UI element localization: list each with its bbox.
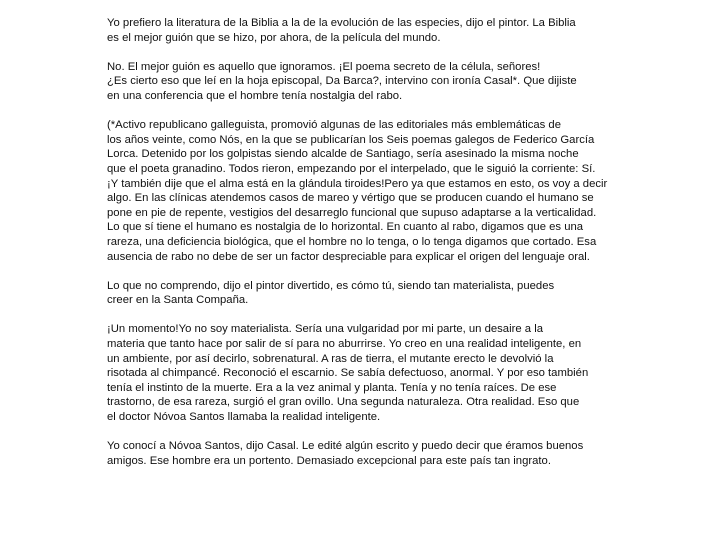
text-line: ¡Y también dije que el alma está en la glándula tiroides!Pero ya que estamos en esto, os voy a decir <box>107 177 608 190</box>
text-line: el doctor Nóvoa Santos llamaba la realidad inteligente. <box>107 411 381 424</box>
text-line: algo. En las clínicas atendemos casos de mareo y vértigo que se producen cuando el humano se <box>107 192 594 205</box>
paragraph-footnote-casal <box>107 118 707 264</box>
text-line: que el poeta granadino. Todos rieron, empezando por el interpelado, que le siguió la corriente: Sí. <box>107 162 596 175</box>
text-line: No. El mejor guión es aquello que ignoramos. ¡El poema secreto de la célula, señores! <box>107 60 541 73</box>
text-line: Lo que no comprendo, dijo el pintor divertido, es cómo tú, siendo tan materialista, puedes <box>107 279 555 292</box>
text-line: materia que tanto hace por salir de sí para no aburrirse. Yo creo en una realidad inteligente, en <box>107 338 582 351</box>
text-line: risotada al chimpancé. Reconoció el escarnio. Se sabía defectuoso, anormal. Y por eso también <box>107 367 589 380</box>
text-line: un ambiente, por así decirlo, sobrenatural. A ras de tierra, el mutante erecto le devolvió la <box>107 352 554 365</box>
paragraph-novoa-santos <box>107 439 707 468</box>
text-line: Lorca. Detenido por los golpistas siendo alcalde de Santiago, sería asesinado la misma noche <box>107 148 579 161</box>
text-line: creer en la Santa Compaña. <box>107 294 249 307</box>
paragraph-bible-literature <box>107 16 707 45</box>
paragraph-not-materialist <box>107 322 707 424</box>
text-line: Lo que sí tiene el humano es nostalgia de lo horizontal. En cuanto al rabo, digamos que es una <box>107 221 584 234</box>
text-line: amigos. Ese hombre era un portento. Demasiado excepcional para este país tan ingrato. <box>107 454 551 467</box>
text-line: rareza, una deficiencia biológica, que el hombre no lo tenga, o lo tenga digamos que cortado. Esa <box>107 235 597 248</box>
text-line: ausencia de rabo no debe de ser un factor despreciable para explicar el origen del lenguaje oral. <box>107 250 590 263</box>
text-line: tenía el instinto de la muerte. Era a la vez animal y planta. Tenía y no tenía raíces. De ese <box>107 381 557 394</box>
text-line: pone en pie de repente, vestigios del desarreglo funcional que supuso adaptarse a la verticalidad. <box>107 206 597 219</box>
text-line: los años veinte, como Nós, en la que se publicarían los Seis poemas galegos de Federico García <box>107 133 595 146</box>
text-line: Yo conocí a Nóvoa Santos, dijo Casal. Le edité algún escrito y puedo decir que éramos buenos <box>107 440 584 453</box>
text-line: Yo prefiero la literatura de la Biblia a la de la evolución de las especies, dijo el pintor. La Biblia <box>107 17 576 29</box>
paragraph-best-script <box>107 60 707 104</box>
text-line: (*Activo republicano galleguista, promovió algunas de las editoriales más emblemáticas de <box>107 119 561 132</box>
text-line: en una conferencia que el hombre tenía nostalgia del rabo. <box>107 89 403 102</box>
text-line: trastorno, de esa rareza, surgió el gran ovillo. Una segunda naturaleza. Otra realidad. Eso que <box>107 396 580 409</box>
text-line: ¿Es cierto eso que leí en la hoja episcopal, Da Barca?, intervino con ironía Casal*. Que dijiste <box>107 75 577 88</box>
paragraph-santa-compana <box>107 279 707 308</box>
text-line: ¡Un momento!Yo no soy materialista. Sería una vulgaridad por mi parte, un desaire a la <box>107 323 544 336</box>
text-line: es el mejor guión que se hizo, por ahora, de la película del mundo. <box>107 31 441 44</box>
document-page <box>107 16 707 483</box>
